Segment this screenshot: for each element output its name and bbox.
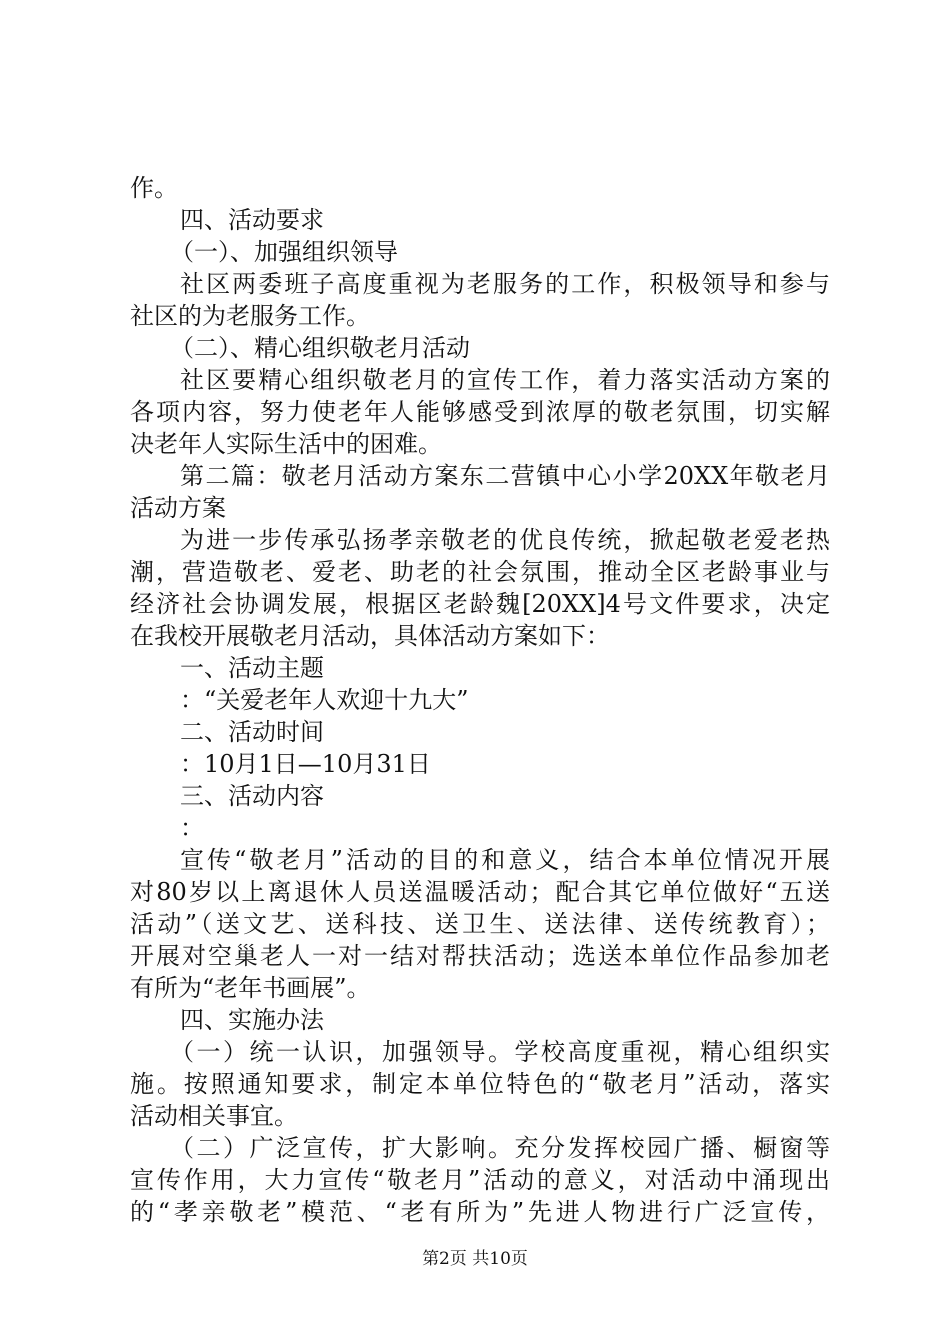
subsection-heading: （二）、精心组织敬老月活动 [170,334,470,362]
chapter-heading: 第二篇：敬老月活动方案东二营镇中心小学20XX年敬老月 [180,462,830,490]
text-line: 的“孝亲敬老”模范、“老有所为”先进人物进行广泛宣传， [130,1198,830,1226]
text-line: 作。 [130,174,178,202]
document-body [130,172,830,1228]
section-heading: 三、活动内容 [180,782,324,810]
text-line: 有所为“老年书画展”。 [130,974,371,1002]
text-line: 活动”（送文艺、送科技、送卫生、送法律、送传统教育）； [130,910,830,938]
text-line: 潮，营造敬老、爱老、助老的社会氛围，推动全区老龄事业与 [130,558,830,586]
subsection-heading: （一）、加强组织领导 [170,238,398,266]
text-line: ：10月1日—10月31日 [180,750,431,778]
text-line: ：“关爱老年人欢迎十九大” [180,686,469,714]
text-line: 社区两委班子高度重视为老服务的工作，积极领导和参与 [180,270,830,298]
text-line: 为进一步传承弘扬孝亲敬老的优良传统，掀起敬老爱老热 [180,526,830,554]
section-heading: 四、实施办法 [180,1006,324,1034]
chapter-heading: 活动方案 [130,494,226,522]
text-line: 经济社会协调发展，根据区老龄魏[20XX]4号文件要求，决定 [130,590,830,618]
text-line: 对80岁以上离退休人员送温暖活动；配合其它单位做好“五送 [130,878,830,906]
section-heading: 二、活动时间 [180,718,324,746]
page-footer: 第2页 共10页 [422,1249,528,1269]
text-line: 社区要精心组织敬老月的宣传工作，着力落实活动方案的 [180,366,830,394]
text-line: 在我校开展敬老月活动，具体活动方案如下： [130,622,610,650]
text-line: 开展对空巢老人一对一结对帮扶活动；选送本单位作品参加老 [130,942,830,970]
section-heading: 一、活动主题 [180,654,324,682]
section-heading: 四、活动要求 [180,206,324,234]
text-line: 社区的为老服务工作。 [130,302,370,330]
text-line: 施。按照通知要求，制定本单位特色的“敬老月”活动，落实 [130,1070,830,1098]
text-line: 活动相关事宜。 [130,1102,298,1130]
text-line: ： [180,814,204,842]
text-line: 各项内容，努力使老年人能够感受到浓厚的敬老氛围，切实解 [130,398,830,426]
text-line: （一）统一认识，加强领导。学校高度重视，精心组织实 [170,1038,830,1066]
text-line: 决老年人实际生活中的困难。 [130,430,442,458]
text-line: （二）广泛宣传，扩大影响。充分发挥校园广播、橱窗等 [170,1134,830,1162]
text-line: 宣传作用，大力宣传“敬老月”活动的意义，对活动中涌现出 [130,1166,830,1194]
text-line: 宣传“敬老月”活动的目的和意义，结合本单位情况开展 [180,846,830,874]
